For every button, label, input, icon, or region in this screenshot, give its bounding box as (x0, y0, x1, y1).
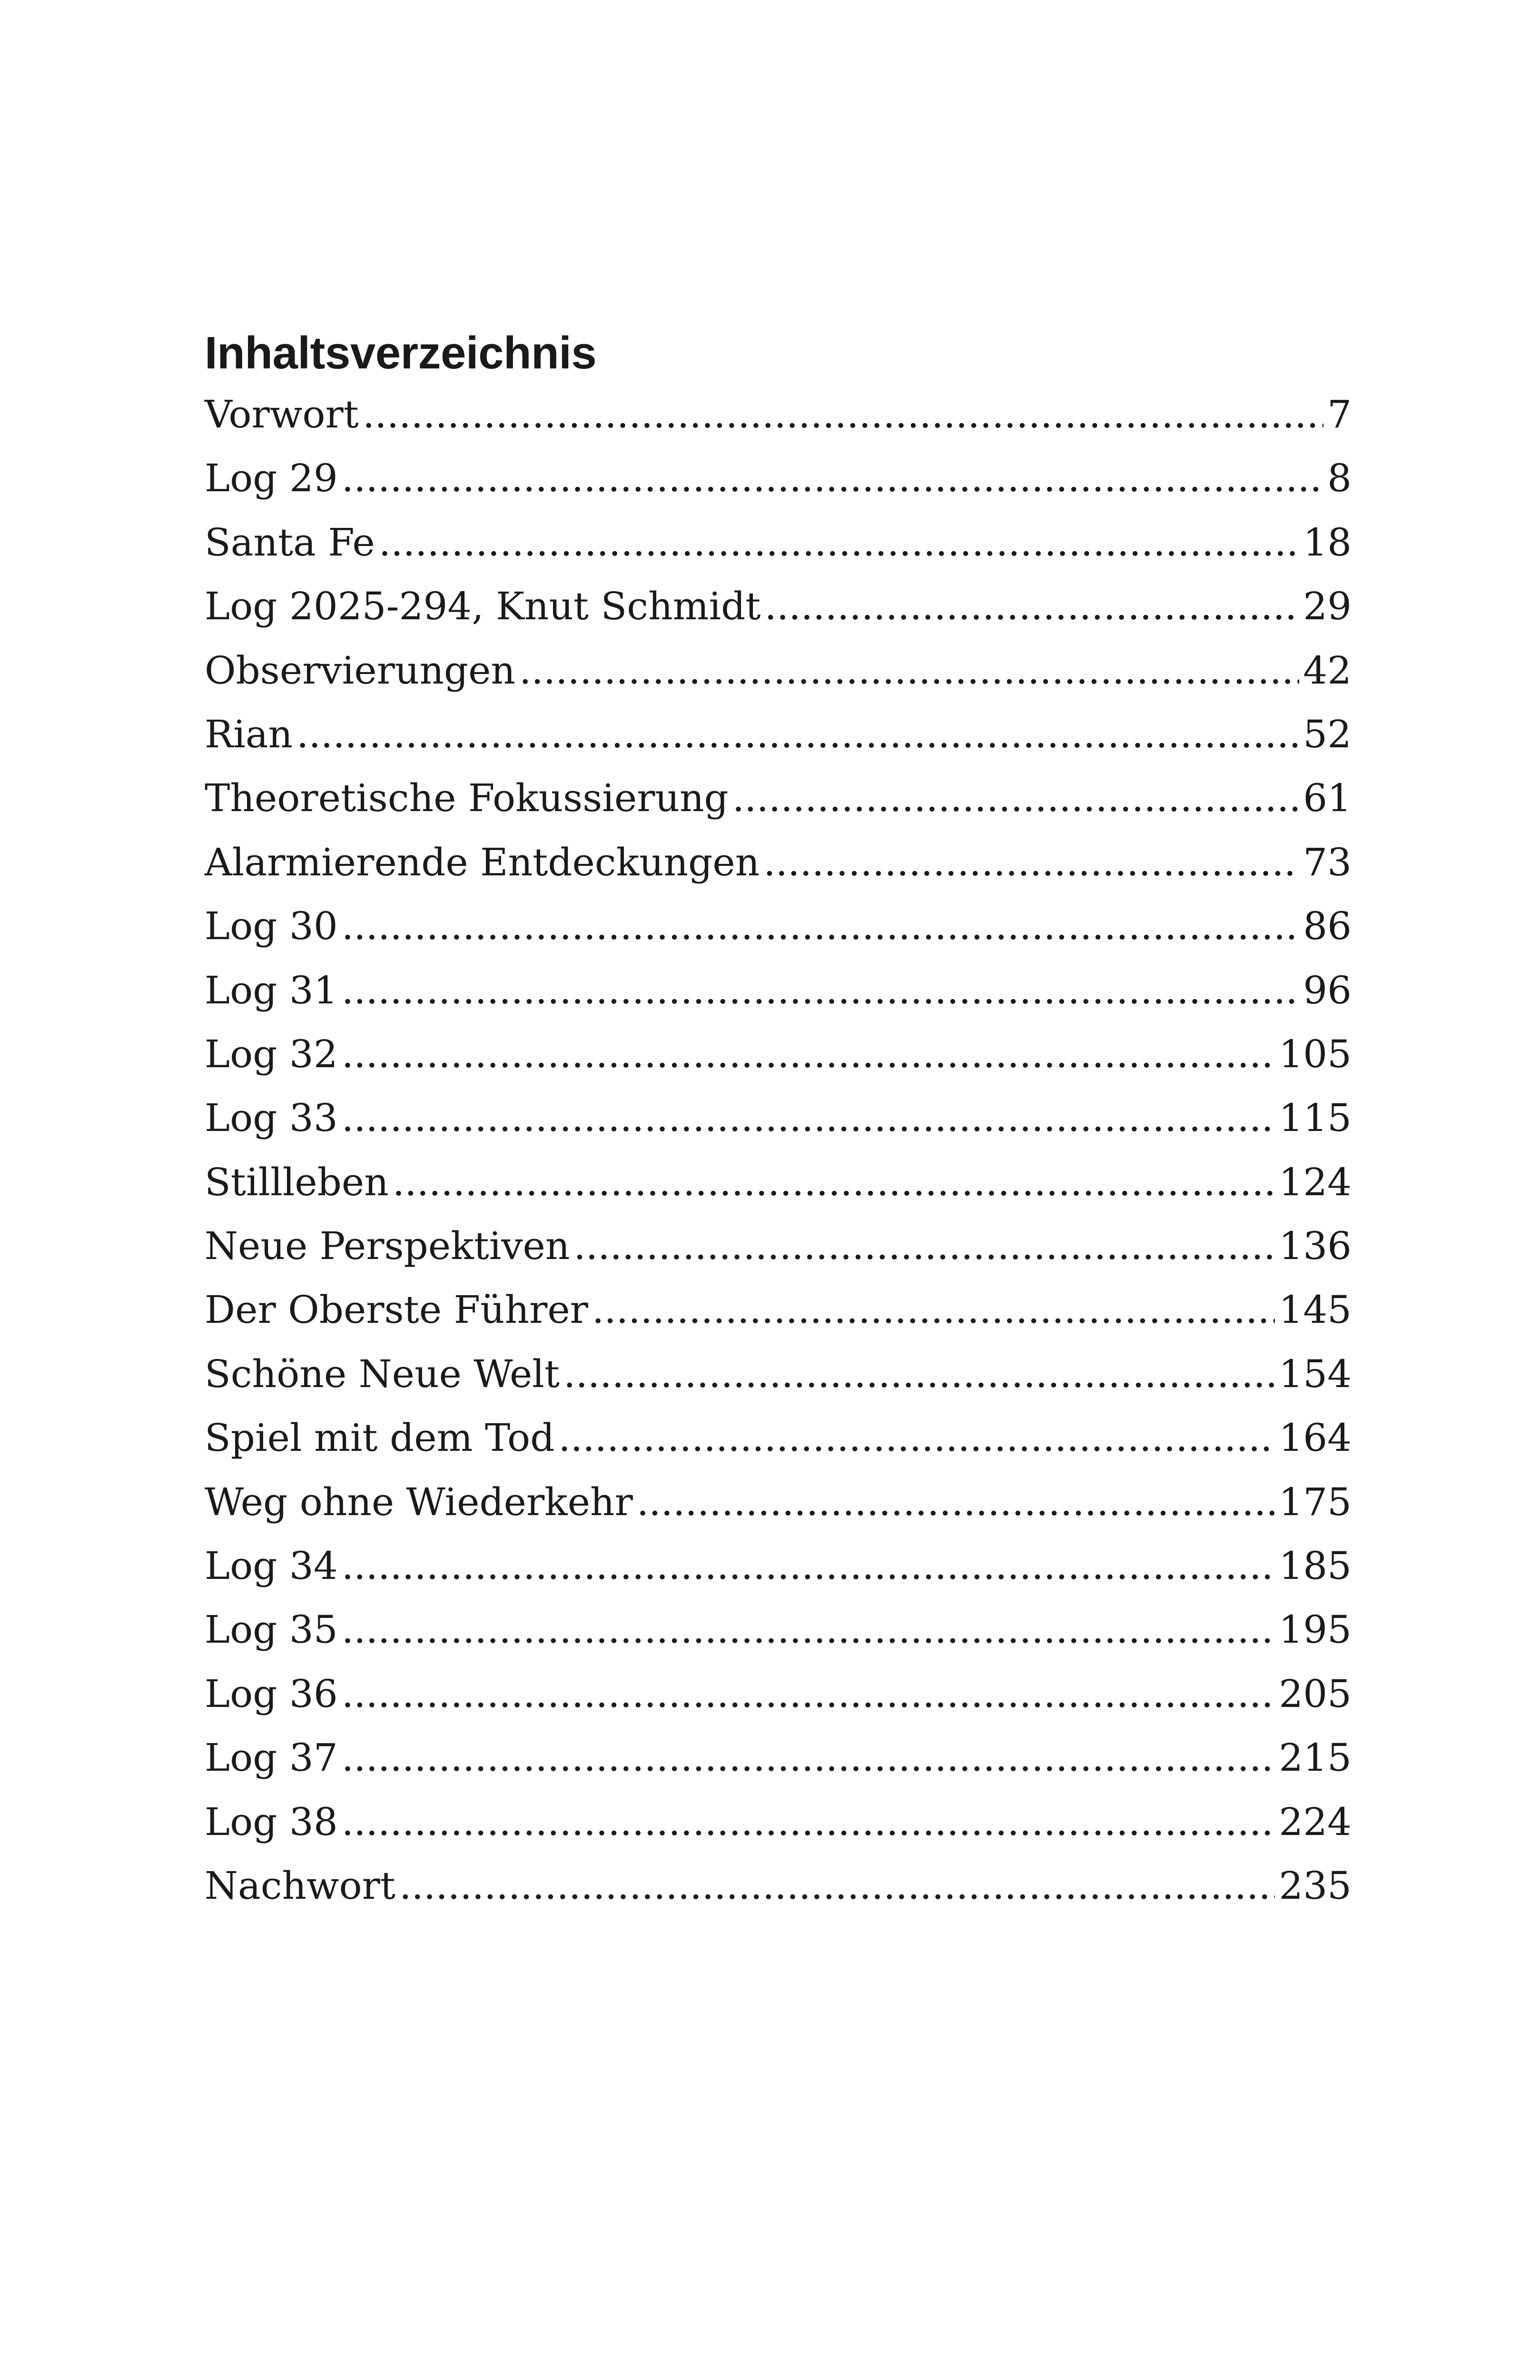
toc-leader-dots (558, 1416, 1275, 1460)
toc-leader-dots (342, 1544, 1275, 1588)
toc-entry[interactable] (205, 968, 1352, 1032)
toc-entry-label: Alarmierende Entdeckungen (205, 840, 760, 884)
toc-entry[interactable] (205, 456, 1352, 520)
toc-entry-page: 52 (1303, 712, 1352, 756)
toc-entry-page: 175 (1279, 1479, 1352, 1524)
toc-leader-dots (764, 584, 1299, 628)
toc-title: Inhaltsverzeichnis (205, 327, 597, 378)
toc-leader-dots (363, 392, 1323, 436)
toc-list (205, 392, 1352, 1927)
toc-entry[interactable] (205, 1672, 1352, 1735)
toc-leader-dots (592, 1288, 1275, 1332)
toc-entry-page: 61 (1303, 776, 1352, 821)
toc-entry[interactable] (205, 1288, 1352, 1351)
toc-entry-page: 185 (1279, 1544, 1352, 1588)
toc-leader-dots (763, 840, 1299, 884)
toc-leader-dots (296, 712, 1299, 756)
toc-entry[interactable] (205, 840, 1352, 904)
toc-entry-label: Santa Fe (205, 520, 375, 565)
toc-entry-page: 124 (1279, 1160, 1352, 1204)
toc-entry-label: Weg ohne Wiederkehr (205, 1479, 633, 1524)
toc-entry[interactable] (205, 648, 1352, 712)
toc-entry-page: 105 (1279, 1031, 1352, 1076)
toc-entry-page: 42 (1303, 648, 1352, 693)
toc-entry[interactable] (205, 1735, 1352, 1799)
toc-entry-label: Log 30 (205, 904, 338, 949)
toc-entry-label: Nachwort (205, 1863, 396, 1908)
toc-entry[interactable] (205, 1416, 1352, 1479)
toc-entry[interactable] (205, 1032, 1352, 1096)
toc-entry-label: Theoretische Fokussierung (205, 776, 729, 821)
toc-entry-page: 8 (1327, 456, 1352, 501)
toc-entry-label: Log 32 (205, 1031, 338, 1076)
toc-entry-page: 215 (1279, 1735, 1352, 1780)
toc-entry[interactable] (205, 1544, 1352, 1607)
toc-entry-page: 96 (1303, 968, 1352, 1012)
toc-entry[interactable] (205, 776, 1352, 840)
toc-entry-page: 235 (1279, 1863, 1352, 1908)
toc-leader-dots (342, 1607, 1275, 1652)
toc-entry-page: 73 (1303, 840, 1352, 884)
toc-entry[interactable] (205, 1352, 1352, 1416)
toc-entry[interactable] (205, 520, 1352, 584)
toc-entry[interactable] (205, 1607, 1352, 1671)
toc-entry-page: 195 (1279, 1607, 1352, 1652)
toc-leader-dots (342, 456, 1323, 500)
toc-leader-dots (342, 968, 1299, 1012)
toc-entry-label: Spiel mit dem Tod (205, 1416, 555, 1460)
toc-entry[interactable] (205, 584, 1352, 648)
toc-leader-dots (342, 1096, 1275, 1140)
toc-leader-dots (342, 1800, 1275, 1844)
toc-entry-label: Log 37 (205, 1735, 338, 1780)
toc-leader-dots (563, 1352, 1275, 1396)
toc-entry-label: Der Oberste Führer (205, 1288, 588, 1332)
toc-entry-label: Log 33 (205, 1096, 338, 1140)
toc-leader-dots (573, 1224, 1275, 1268)
toc-entry-label: Observierungen (205, 648, 515, 693)
toc-leader-dots (342, 904, 1299, 948)
toc-entry-label: Log 35 (205, 1607, 338, 1652)
toc-entry[interactable] (205, 1160, 1352, 1224)
toc-entry[interactable] (205, 1800, 1352, 1864)
toc-entry-label: Stillleben (205, 1160, 389, 1204)
toc-entry-page: 154 (1279, 1351, 1352, 1396)
toc-leader-dots (732, 776, 1300, 820)
toc-entry-label: Log 34 (205, 1544, 338, 1588)
toc-entry-label: Log 2025-294, Knut Schmidt (205, 584, 761, 629)
toc-leader-dots (342, 1735, 1275, 1780)
toc-entry-page: 224 (1279, 1799, 1352, 1844)
toc-entry[interactable] (205, 1096, 1352, 1160)
toc-entry-page: 164 (1279, 1416, 1352, 1460)
toc-leader-dots (342, 1672, 1275, 1716)
toc-leader-dots (379, 520, 1299, 565)
toc-leader-dots (637, 1480, 1275, 1524)
toc-entry-page: 7 (1327, 392, 1352, 436)
toc-entry-page: 29 (1303, 584, 1352, 629)
toc-entry[interactable] (205, 392, 1352, 456)
toc-entry-page: 86 (1303, 904, 1352, 949)
toc-entry-label: Vorwort (205, 392, 359, 436)
toc-entry-page: 145 (1279, 1288, 1352, 1332)
toc-leader-dots (342, 1032, 1275, 1076)
toc-entry-label: Log 31 (205, 968, 338, 1012)
toc-leader-dots (399, 1864, 1275, 1908)
toc-entry-page: 205 (1279, 1671, 1352, 1716)
toc-entry[interactable] (205, 904, 1352, 968)
toc-entry-label: Rian (205, 712, 293, 756)
toc-entry[interactable] (205, 1224, 1352, 1288)
toc-entry-label: Schöne Neue Welt (205, 1351, 560, 1396)
toc-leader-dots (393, 1160, 1275, 1204)
toc-entry-page: 136 (1279, 1224, 1352, 1269)
table-of-contents (205, 314, 1352, 1927)
toc-entry-label: Log 36 (205, 1671, 338, 1716)
toc-entry-label: Log 38 (205, 1799, 338, 1844)
toc-entry-page: 115 (1279, 1096, 1352, 1140)
toc-entry[interactable] (205, 1864, 1352, 1927)
toc-entry-label: Neue Perspektiven (205, 1224, 570, 1269)
toc-entry[interactable] (205, 712, 1352, 776)
toc-entry[interactable] (205, 1480, 1352, 1544)
toc-leader-dots (519, 648, 1299, 693)
toc-entry-page: 18 (1303, 520, 1352, 565)
toc-entry-label: Log 29 (205, 456, 338, 501)
